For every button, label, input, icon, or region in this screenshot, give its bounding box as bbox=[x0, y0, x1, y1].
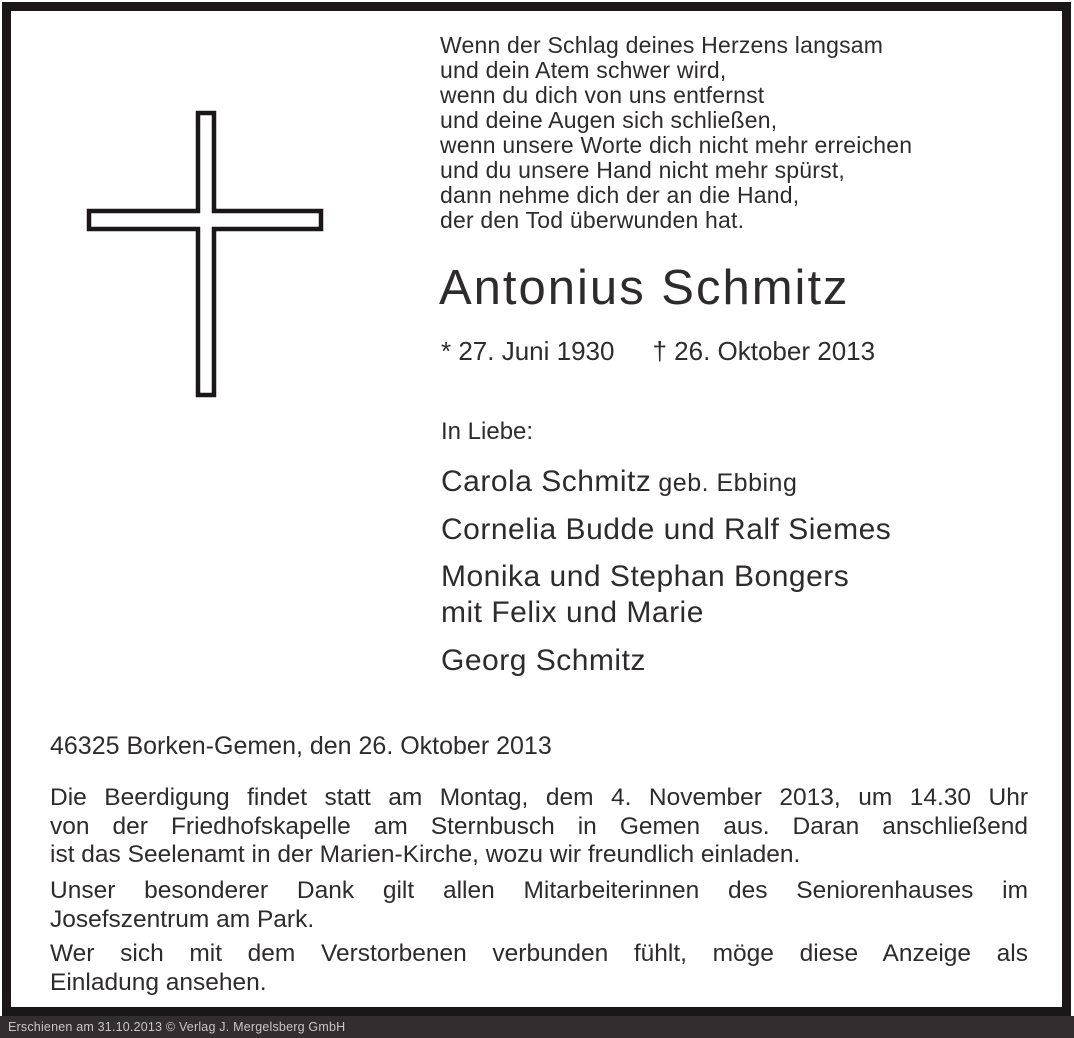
memorial-poem bbox=[440, 33, 912, 233]
mourner-name: Monika und Stephan Bongers bbox=[441, 560, 850, 593]
birth-date: * 27. Juni 1930 bbox=[441, 336, 615, 366]
publisher-footer-text: Erschienen am 31.10.2013 © Verlag J. Mergelsberg GmbH bbox=[8, 1020, 346, 1034]
invitation-paragraph bbox=[50, 940, 1028, 997]
cross-icon bbox=[85, 109, 325, 399]
paragraph-line: ist das Seelenamt in der Marien-Kirche, wozu wir freundlich einladen. bbox=[50, 841, 801, 868]
paragraph-line: Josefszentrum am Park. bbox=[50, 905, 315, 933]
poem-line: Wenn der Schlag deines Herzens langsam bbox=[440, 32, 884, 58]
paragraph-line: Unser besonderer Dank gilt allen Mitarbeiterinnen des Seniorenhauses im bbox=[50, 877, 1028, 904]
deceased-name: Antonius Schmitz bbox=[439, 261, 850, 315]
paragraph-line: Die Beerdigung findet statt am Montag, dem 4. November 2013, um 14.30 Uhr bbox=[50, 784, 1028, 811]
mourner-row bbox=[441, 464, 797, 501]
poem-line: und dein Atem schwer wird, bbox=[440, 57, 727, 83]
salutation: In Liebe: bbox=[441, 418, 534, 445]
poem-line: und du unsere Hand nicht mehr spürst, bbox=[440, 157, 846, 183]
mourner-name: Cornelia Budde und Ralf Siemes bbox=[441, 513, 892, 546]
mourner-maiden-name: geb. Ebbing bbox=[658, 469, 798, 497]
paragraph-line: von der Friedhofskapelle am Sternbusch in Gemen aus. Daran anschließend bbox=[50, 812, 1028, 840]
funeral-info-paragraph bbox=[50, 784, 1028, 870]
mourner-name: Georg Schmitz bbox=[441, 644, 646, 677]
mourner-row bbox=[441, 512, 891, 548]
paragraph-line: Einladung ansehen. bbox=[50, 968, 267, 996]
death-date: † 26. Oktober 2013 bbox=[652, 336, 876, 366]
publisher-footer bbox=[0, 1016, 1074, 1038]
poem-line: und deine Augen sich schließen, bbox=[440, 107, 778, 133]
place-date-line: 46325 Borken-Gemen, den 26. Oktober 2013 bbox=[50, 732, 552, 760]
poem-line: dann nehme dich der an die Hand, bbox=[440, 182, 800, 208]
mourner-row bbox=[441, 559, 849, 631]
mourner-row bbox=[441, 643, 646, 679]
poem-line: wenn unsere Worte dich nicht mehr erreichen bbox=[440, 132, 913, 158]
life-dates bbox=[441, 336, 875, 366]
thanks-paragraph bbox=[50, 877, 1028, 934]
poem-line: wenn du dich von uns entfernst bbox=[440, 82, 765, 108]
poem-line: der den Tod überwunden hat. bbox=[440, 207, 745, 233]
mourner-name-second-line: mit Felix und Marie bbox=[441, 596, 704, 629]
mourner-name: Carola Schmitz bbox=[441, 465, 652, 498]
paragraph-line: Wer sich mit dem Verstorbenen verbunden fühlt, möge diese Anzeige als bbox=[50, 940, 1028, 967]
